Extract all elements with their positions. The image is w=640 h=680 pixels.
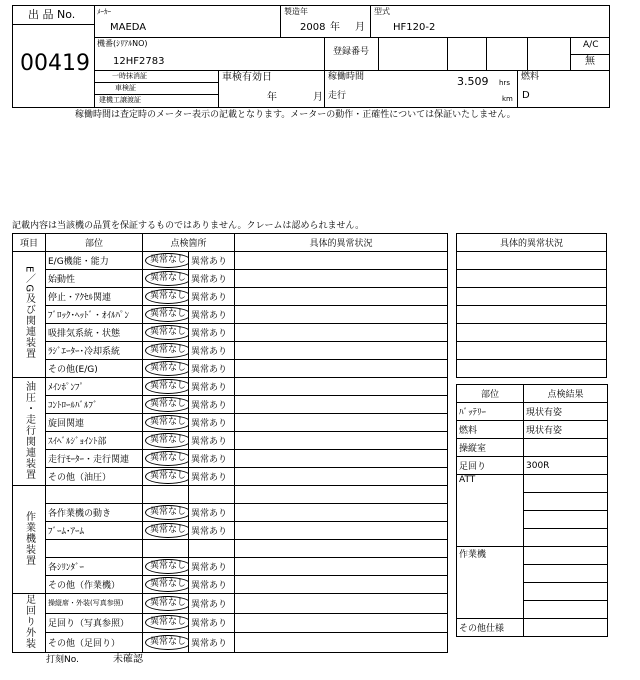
travel-unit: km xyxy=(502,95,513,103)
result-part-header: 部位 xyxy=(457,385,524,403)
stamp-value: 未確認 xyxy=(113,654,143,665)
att-label: ATT xyxy=(457,475,524,547)
part-cell: その他（油圧） xyxy=(46,468,143,486)
cert1-label: 一時抹消証 xyxy=(112,72,147,80)
ng-label: 異常あり xyxy=(191,383,228,393)
ng-label: 異常あり xyxy=(191,401,228,411)
header-check: 点検箇所 xyxy=(143,234,235,252)
cert3-label: 建機工譲渡証 xyxy=(99,96,141,104)
ok-cell xyxy=(143,540,189,558)
ng-cell xyxy=(189,468,235,486)
table-row xyxy=(13,360,448,378)
ng-cell xyxy=(189,450,235,468)
ok-marked-label: 異常なし xyxy=(145,505,189,520)
ok-cell xyxy=(143,468,189,486)
table-row xyxy=(13,378,448,396)
table-row xyxy=(13,396,448,414)
ok-cell xyxy=(143,522,189,540)
detail-cell xyxy=(235,432,448,450)
ng-cell xyxy=(189,306,235,324)
detail-cell xyxy=(235,324,448,342)
hours-unit: hrs xyxy=(499,79,510,87)
ng-label: 異常あり xyxy=(191,639,228,650)
ng-cell xyxy=(189,594,235,614)
ok-marked-label: 異常なし xyxy=(145,415,189,430)
ng-label: 異常あり xyxy=(191,619,228,630)
table-row xyxy=(13,576,448,594)
detail-cell xyxy=(235,558,448,576)
ok-cell xyxy=(143,270,189,288)
lot-number: 00419 xyxy=(20,51,90,76)
ok-cell xyxy=(143,396,189,414)
lot-label: 出 品 No. xyxy=(28,8,76,21)
detail-cell xyxy=(235,306,448,324)
result-header: 点検結果 xyxy=(524,385,608,403)
ng-cell xyxy=(189,540,235,558)
detail-cell xyxy=(235,613,448,633)
detail-cell xyxy=(235,540,448,558)
travel-label: 走行 xyxy=(328,91,347,101)
serial-label: 機番(ｼﾘｱﾙNO) xyxy=(97,39,148,48)
group-label xyxy=(13,486,46,594)
maker-label: ﾒｰｶｰ xyxy=(97,8,111,16)
detail-cell xyxy=(235,360,448,378)
part-cell: その他（作業機） xyxy=(46,576,143,594)
ng-cell xyxy=(189,522,235,540)
ng-label: 異常あり xyxy=(191,275,228,285)
ok-marked-label: 異常なし xyxy=(145,271,189,286)
ok-cell xyxy=(143,252,189,270)
year-unit: 年 xyxy=(330,22,340,33)
ok-marked-label: 異常なし xyxy=(145,635,189,650)
ac-value: 無 xyxy=(585,56,595,67)
header-item: 項目 xyxy=(13,234,46,252)
inspection-header-row xyxy=(13,234,448,252)
ng-cell xyxy=(189,360,235,378)
detail-cell xyxy=(235,252,448,270)
ok-marked-label: 異常なし xyxy=(145,615,189,630)
ok-cell xyxy=(143,613,189,633)
undercarriage-value: 300R xyxy=(524,457,608,475)
hours-value: 3.509 xyxy=(457,75,489,88)
table-row xyxy=(13,633,448,653)
ng-label: 異常あり xyxy=(191,527,228,537)
detail-cell xyxy=(235,504,448,522)
table-row xyxy=(13,558,448,576)
ok-marked-label: 異常なし xyxy=(145,253,189,268)
detail-cell xyxy=(235,633,448,653)
ng-cell xyxy=(189,270,235,288)
ok-cell xyxy=(143,306,189,324)
ok-marked-label: 異常なし xyxy=(145,289,189,304)
work-label: 作業機 xyxy=(457,547,524,619)
ok-marked-label: 異常なし xyxy=(145,523,189,538)
ng-label: 異常あり xyxy=(191,473,228,483)
right-detail-table xyxy=(456,233,607,378)
header-detail: 具体的異常状況 xyxy=(235,234,448,252)
ok-marked-label: 異常なし xyxy=(145,379,189,394)
result-table xyxy=(456,384,608,637)
part-cell: 各ｼﾘﾝﾀﾞｰ xyxy=(46,558,143,576)
ng-cell xyxy=(189,342,235,360)
part-cell: 停止・ｱｸｾﾙ関連 xyxy=(46,288,143,306)
stamp-label: 打刻No. xyxy=(46,655,79,665)
part-cell xyxy=(46,540,143,558)
month-unit: 月 xyxy=(355,22,365,33)
ok-cell xyxy=(143,576,189,594)
ok-cell xyxy=(143,594,189,614)
table-row xyxy=(13,468,448,486)
ng-cell xyxy=(189,576,235,594)
ok-marked-label: 異常なし xyxy=(145,307,189,322)
table-row xyxy=(13,594,448,614)
ok-cell xyxy=(143,360,189,378)
ng-cell xyxy=(189,396,235,414)
ok-marked-label: 異常なし xyxy=(145,325,189,340)
ok-cell xyxy=(143,432,189,450)
inspection-label: 車検有効日 xyxy=(222,72,272,83)
ok-marked-label: 異常なし xyxy=(145,343,189,358)
part-cell: 吸排気系統・状態 xyxy=(46,324,143,342)
part-cell: 始動性 xyxy=(46,270,143,288)
other-spec-label: その他仕様 xyxy=(457,619,524,637)
year-label: 製造年 xyxy=(284,7,308,16)
ac-label: A/C xyxy=(583,40,599,50)
part-cell: 足回り（写真参照） xyxy=(46,613,143,633)
ng-label: 異常あり xyxy=(191,581,228,591)
maker-value: MAEDA xyxy=(110,22,147,33)
ok-marked-label: 異常なし xyxy=(145,361,189,376)
detail-cell xyxy=(235,288,448,306)
ng-label: 異常あり xyxy=(191,329,228,339)
serial-value: 12HF2783 xyxy=(113,56,165,67)
part-cell: ﾒｲﾝﾎﾟﾝﾌﾟ xyxy=(46,378,143,396)
header-part: 部位 xyxy=(46,234,143,252)
inspection-year-unit: 年 xyxy=(267,92,277,103)
detail-cell xyxy=(235,486,448,504)
notice-hours: 稼働時間は査定時のメーター表示の記載となります。メーターの動作・正確性については保証いたしません。 xyxy=(75,110,516,120)
ok-cell xyxy=(143,633,189,653)
hours-label: 稼働時間 xyxy=(328,72,365,82)
fuel-result-label: 燃料 xyxy=(457,421,524,439)
group-label xyxy=(13,594,46,653)
detail-cell xyxy=(235,576,448,594)
table-row xyxy=(13,540,448,558)
ok-cell xyxy=(143,504,189,522)
ok-cell xyxy=(143,378,189,396)
part-cell: その他(E/G) xyxy=(46,360,143,378)
ng-cell xyxy=(189,378,235,396)
ng-label: 異常あり xyxy=(191,311,228,321)
fuel-label: 燃料 xyxy=(521,72,540,82)
ng-cell xyxy=(189,558,235,576)
part-cell: 操縦席・外装(写真参照) xyxy=(46,594,143,614)
ng-label: 異常あり xyxy=(191,563,228,573)
part-cell: 各作業機の動き xyxy=(46,504,143,522)
part-cell: E/G機能・能力 xyxy=(46,252,143,270)
ng-label: 異常あり xyxy=(191,509,228,519)
group-label-text: 作業機装置 xyxy=(23,510,35,566)
ok-cell xyxy=(143,324,189,342)
table-row xyxy=(13,288,448,306)
notice-quality: 記載内容は当該機の品質を保証するものではありません。クレームは認められません。 xyxy=(12,221,365,231)
ng-label: 異常あり xyxy=(191,437,228,447)
cert2-label: 車検証 xyxy=(115,84,136,92)
ng-cell xyxy=(189,288,235,306)
part-cell xyxy=(46,486,143,504)
detail-cell xyxy=(235,342,448,360)
detail-cell xyxy=(235,468,448,486)
ok-cell xyxy=(143,450,189,468)
ng-cell xyxy=(189,486,235,504)
table-row xyxy=(13,270,448,288)
right-header: 具体的異常状況 xyxy=(457,234,607,252)
ok-cell xyxy=(143,288,189,306)
ng-label: 異常あり xyxy=(191,599,228,610)
table-row xyxy=(13,486,448,504)
detail-cell xyxy=(235,396,448,414)
ng-label: 異常あり xyxy=(191,293,228,303)
table-row xyxy=(13,504,448,522)
group-label-text: E／G及び関連装置 xyxy=(23,266,35,360)
ng-label: 異常あり xyxy=(191,347,228,357)
table-row xyxy=(13,252,448,270)
ng-cell xyxy=(189,504,235,522)
part-cell: ﾗｼﾞｴｰﾀｰ･冷却系統 xyxy=(46,342,143,360)
part-cell: ﾌﾞﾛｯｸ･ﾍｯﾄﾞ・ｵｲﾙﾊﾟﾝ xyxy=(46,306,143,324)
detail-cell xyxy=(235,414,448,432)
ok-marked-label: 異常なし xyxy=(145,397,189,412)
table-row xyxy=(13,432,448,450)
ok-marked-label: 異常なし xyxy=(145,577,189,592)
part-cell: ﾌﾞｰﾑ･ｱｰﾑ xyxy=(46,522,143,540)
table-row xyxy=(13,342,448,360)
ng-label: 異常あり xyxy=(191,257,228,267)
group-label xyxy=(13,378,46,486)
detail-cell xyxy=(235,522,448,540)
group-label-text: 油圧・走行関連装置 xyxy=(23,380,35,480)
detail-cell xyxy=(235,594,448,614)
battery-value: 現状有姿 xyxy=(524,403,608,421)
model-value: HF120-2 xyxy=(393,22,436,33)
ng-label: 異常あり xyxy=(191,455,228,465)
table-row xyxy=(13,324,448,342)
ok-cell xyxy=(143,414,189,432)
year-value: 2008 xyxy=(300,22,326,33)
table-row xyxy=(13,414,448,432)
ok-cell xyxy=(143,486,189,504)
group-label-text: 足回り外装 xyxy=(23,594,35,649)
undercarriage-label: 足回り xyxy=(457,457,524,475)
detail-cell xyxy=(235,450,448,468)
ok-marked-label: 異常なし xyxy=(145,559,189,574)
part-cell: 旋回関連 xyxy=(46,414,143,432)
ng-label: 異常あり xyxy=(191,365,228,375)
group-label xyxy=(13,252,46,378)
table-row xyxy=(13,613,448,633)
part-cell: その他（足回り） xyxy=(46,633,143,653)
table-row xyxy=(13,522,448,540)
ok-marked-label: 異常なし xyxy=(145,469,189,484)
cab-label: 操縦室 xyxy=(457,439,524,457)
part-cell: ｽｲﾍﾞﾙｼﾞｮｲﾝﾄ部 xyxy=(46,432,143,450)
table-row xyxy=(13,450,448,468)
ng-cell xyxy=(189,324,235,342)
table-row xyxy=(13,306,448,324)
ok-marked-label: 異常なし xyxy=(145,433,189,448)
ok-marked-label: 異常なし xyxy=(145,451,189,466)
ok-cell xyxy=(143,558,189,576)
fuel-result-value: 現状有姿 xyxy=(524,421,608,439)
ok-cell xyxy=(143,342,189,360)
model-label: 型式 xyxy=(374,7,390,16)
inspection-month-unit: 月 xyxy=(313,92,323,103)
fuel-value: D xyxy=(522,90,530,101)
inspection-table xyxy=(12,233,448,653)
part-cell: 走行ﾓｰﾀｰ・走行関連 xyxy=(46,450,143,468)
ng-cell xyxy=(189,414,235,432)
ng-cell xyxy=(189,252,235,270)
ng-cell xyxy=(189,432,235,450)
detail-cell xyxy=(235,378,448,396)
registration-label: 登録番号 xyxy=(333,47,370,57)
header-frame xyxy=(12,5,610,108)
detail-cell xyxy=(235,270,448,288)
ng-cell xyxy=(189,633,235,653)
part-cell: ｺﾝﾄﾛｰﾙﾊﾞﾙﾌﾞ xyxy=(46,396,143,414)
ng-label: 異常あり xyxy=(191,419,228,429)
ng-cell xyxy=(189,613,235,633)
ok-marked-label: 異常なし xyxy=(145,596,189,611)
battery-label: ﾊﾞｯﾃﾘｰ xyxy=(457,403,524,421)
